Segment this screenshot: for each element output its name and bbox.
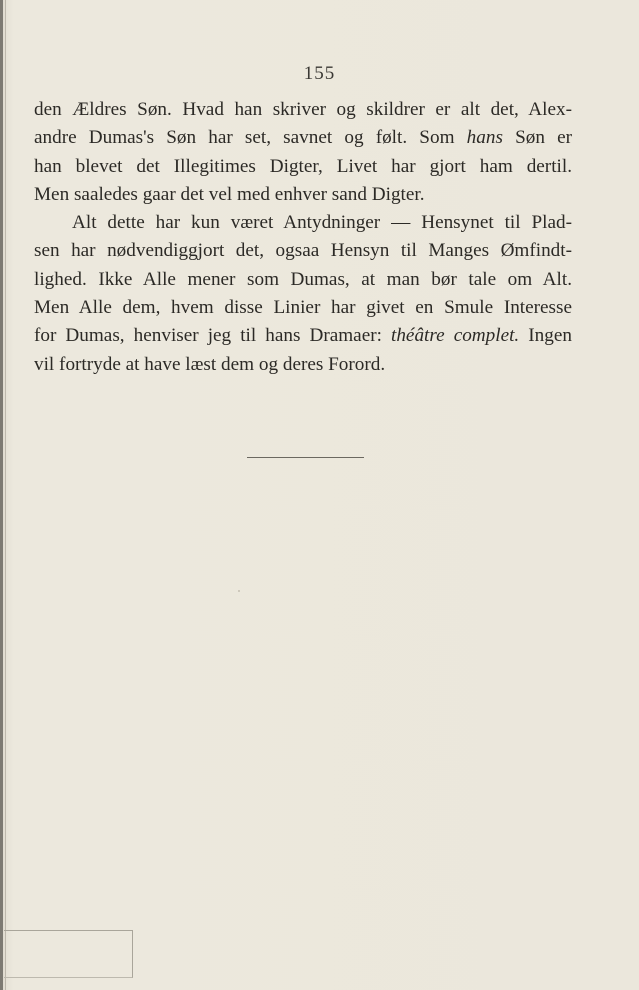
page-binding-shadow (5, 0, 6, 990)
text-segment: Søn er (502, 127, 572, 149)
text-line: Alt dette har kun været Antydninger — Hensynet til Plad- (72, 212, 572, 234)
text-line: Men saaledes gaar det vel med enhver sand Digter. (34, 183, 425, 205)
text-segment: andre Dumas's Søn har set, savnet og følt. Som (34, 127, 467, 149)
text-line: Men Alle dem, hvem disse Linier har givet en Smule Interesse (34, 297, 572, 319)
text-line: han blevet det Illegitimes Digter, Livet har gjort ham dertil. (34, 155, 572, 177)
paper-speck (238, 590, 240, 592)
italic-text: théâtre complet. (391, 325, 520, 347)
text-line: den Ældres Søn. Hvad han skriver og skildrer er alt det, Alex- (34, 99, 572, 120)
text-line: sen har nødvendiggjort det, ogsaa Hensyn til Manges Ømfindt- (34, 240, 572, 262)
italic-text: hans (466, 127, 503, 149)
text-line: vil fortryde at have læst dem og deres Forord. (34, 353, 386, 375)
text-segment: for Dumas, henviser jeg til hans Dramaer: (34, 325, 391, 347)
scan-corner-mark (4, 930, 133, 978)
text-line (34, 124, 572, 152)
page-number: 155 (303, 63, 336, 84)
page-binding-edge (0, 0, 3, 990)
text-line (34, 322, 572, 350)
body-text (34, 96, 572, 379)
text-segment: Ingen (519, 325, 572, 347)
section-divider (247, 457, 364, 458)
text-line: lighed. Ikke Alle mener som Dumas, at man bør tale om Alt. (34, 268, 572, 290)
